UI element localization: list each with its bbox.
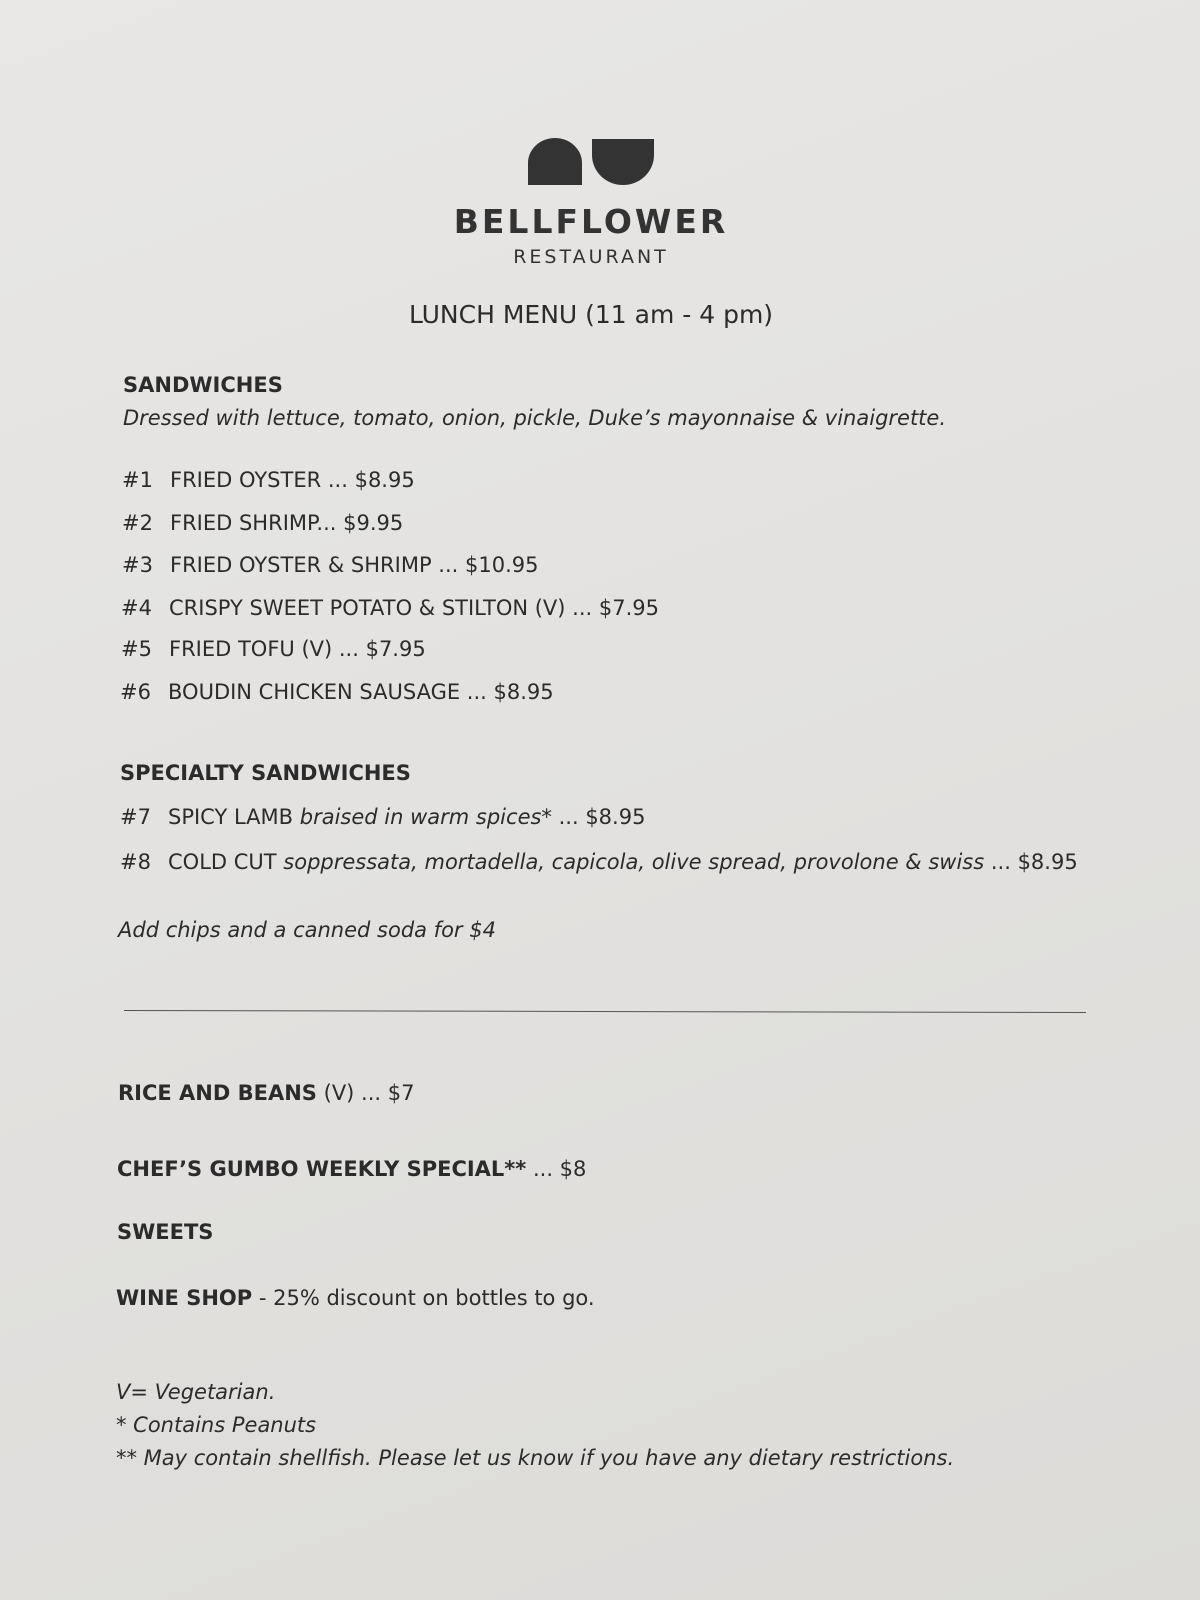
- item-rest: ... $8: [532, 1157, 587, 1181]
- addon-note: Add chips and a canned soda for $4: [118, 918, 496, 942]
- item-name: RICE AND BEANS: [118, 1081, 317, 1105]
- menu-item: [122, 511, 403, 535]
- menu-item: [121, 596, 659, 620]
- menu-item: [121, 637, 426, 661]
- rice-and-beans: [118, 1081, 414, 1105]
- item-text: CRISPY SWEET POTATO & STILTON (V) ... $7.95: [169, 596, 659, 620]
- item-text: FRIED SHRIMP... $9.95: [170, 511, 404, 535]
- restaurant-name: BELLFLOWER: [453, 202, 729, 241]
- item-description: soppressata, mortadella, capicola, olive spread, provolone & swiss: [283, 850, 985, 874]
- menu-item: [120, 680, 554, 704]
- item-text: FRIED TOFU (V) ... $7.95: [169, 637, 426, 661]
- item-name: COLD CUT: [168, 850, 277, 874]
- item-number: #1: [122, 468, 153, 492]
- item-number: #8: [120, 850, 151, 874]
- item-rest: (V) ... $7: [323, 1081, 415, 1105]
- item-number: #7: [120, 805, 151, 829]
- item-number: #5: [121, 637, 152, 661]
- menu-item: [120, 805, 645, 829]
- item-name: CHEF’S GUMBO WEEKLY SPECIAL**: [117, 1157, 527, 1181]
- item-text: BOUDIN CHICKEN SAUSAGE ... $8.95: [168, 680, 554, 704]
- bellflower-logo-icon: [526, 137, 656, 189]
- footnote-shellfish: ** May contain shellfish. Please let us know if you have any dietary restrictions.: [116, 1446, 955, 1470]
- sandwiches-description: Dressed with lettuce, tomato, onion, pickle, Duke’s mayonnaise & vinaigrette.: [123, 406, 947, 430]
- menu-title: LUNCH MENU (11 am - 4 pm): [408, 300, 774, 329]
- item-name: SPICY LAMB: [168, 805, 294, 829]
- item-price: ... $8.95: [990, 850, 1078, 874]
- item-number: #3: [122, 553, 153, 577]
- menu-item: [122, 468, 415, 492]
- item-name: WINE SHOP: [116, 1286, 253, 1310]
- divider: [124, 1010, 1086, 1013]
- restaurant-type: RESTAURANT: [513, 246, 669, 268]
- menu-item: [122, 553, 538, 577]
- gumbo-special: [117, 1157, 586, 1181]
- specialty-heading: SPECIALTY SANDWICHES: [120, 761, 411, 785]
- footnote-peanuts: * Contains Peanuts: [116, 1413, 317, 1437]
- menu-item: [120, 850, 1078, 874]
- item-text: FRIED OYSTER ... $8.95: [170, 468, 415, 492]
- item-description: braised in warm spices*: [299, 805, 552, 829]
- item-number: #6: [120, 680, 151, 704]
- wine-shop: [116, 1286, 595, 1310]
- item-rest: - 25% discount on bottles to go.: [258, 1286, 595, 1310]
- sweets-heading: SWEETS: [117, 1220, 214, 1244]
- footnote-vegetarian: V= Vegetarian.: [116, 1380, 276, 1404]
- item-price: ... $8.95: [558, 805, 646, 829]
- item-text: FRIED OYSTER & SHRIMP ... $10.95: [170, 553, 539, 577]
- sandwiches-heading: SANDWICHES: [123, 373, 283, 397]
- item-number: #4: [121, 596, 152, 620]
- item-number: #2: [122, 511, 153, 535]
